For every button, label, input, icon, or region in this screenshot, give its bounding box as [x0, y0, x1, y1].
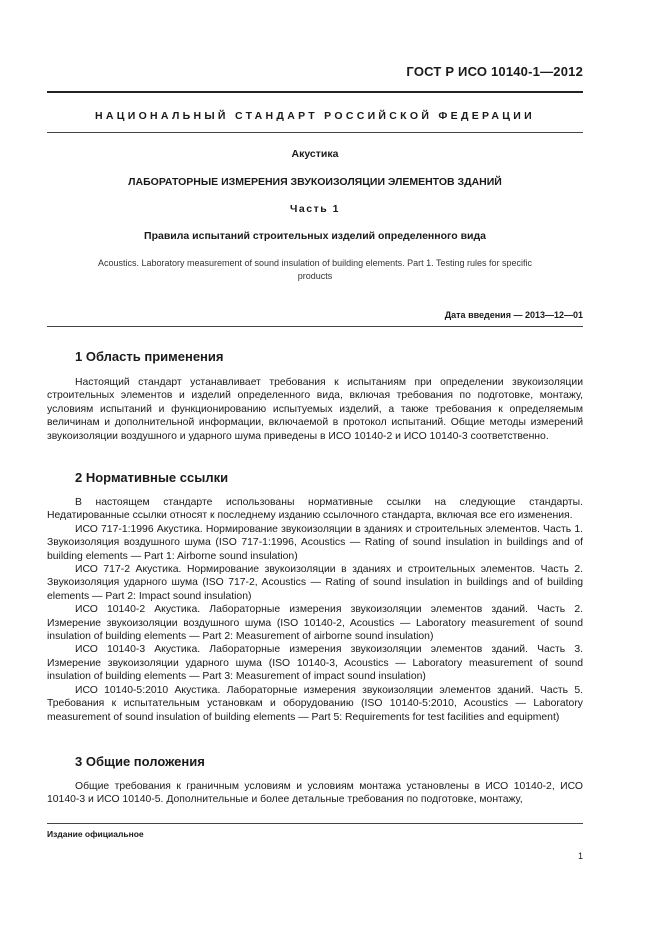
top-divider [47, 91, 583, 93]
document-subject: Акустика [291, 148, 339, 160]
reference-item: ИСО 10140-2 Акустика. Лабораторные измерения звукоизоляции элементов зданий. Часть 2. Измерение звукоизоляции воздушного шума (ISO 10140-2, Acoustics — Laboratory measurement of sound insulation of building elements — Part 2: Measurement of airborne sound insulation) [47, 604, 583, 643]
standard-number: ГОСТ Р ИСО 10140-1—2012 [406, 64, 583, 79]
paragraph: Общие требования к граничным условиям и условиям монтажа установлены в ИСО 10140-2, ИСО 10140-3 и ИСО 10140-5. Дополнительные и более детальные требования по подготовке, монтажу, [47, 781, 583, 806]
edition-label: Издание официальное [47, 829, 144, 839]
document-title: ЛАБОРАТОРНЫЕ ИЗМЕРЕНИЯ ЗВУКОИЗОЛЯЦИИ ЭЛЕМЕНТОВ ЗДАНИЙ [128, 176, 502, 188]
document-part: Часть 1 [290, 203, 340, 215]
section-heading-normative-references: 2 Нормативные ссылки [75, 470, 229, 485]
banner-divider [47, 132, 583, 133]
reference-item: ИСО 10140-5:2010 Акустика. Лабораторные измерения звукоизоляции элементов зданий. Часть 5. Требования к испытательным установкам и оборудованию (ISO 10140-5:2010, Acoustics — Laboratory measurement of sound insulation of building elements — Part 5: Requirements for test facilities and equipment) [47, 684, 583, 723]
footer-divider [47, 823, 583, 824]
paragraph: Настоящий стандарт устанавливает требования к испытаниям при определении звукоизоляции строительных элементов и изделий определенного вида, включая требования по подготовке, монтажу, условиям испытаний и функционированию испытуемых изделий, а также требования к определяемым величинам и дополнительной информации, включаемой в протокол испытаний. Общие методы измерений звукоизоляции воздушного и ударного шума приведены в ИСО 10140-2 и ИСО 10140-3 соответственно. [47, 377, 583, 442]
document-subtitle: Правила испытаний строительных изделий определенного вида [144, 230, 486, 242]
page-number: 1 [577, 851, 583, 861]
reference-item: ИСО 717-1:1996 Акустика. Нормирование звукоизоляции в зданиях и строительных элементов. Часть 1. Звукоизоляция воздушного шума (ISO 717-1:1996, Acoustics — Rating of sound insulation in buildings and of building elements — Part 1: Airborne sound insulation) [47, 523, 583, 562]
national-standard-banner: НАЦИОНАЛЬНЫЙ СТАНДАРТ РОССИЙСКОЙ ФЕДЕРАЦИИ [95, 110, 535, 122]
reference-item: ИСО 717-2 Акустика. Нормирование звукоизоляции в зданиях и строительных элементов. Часть 2. Звукоизоляция ударного шума (ISO 717-2, Acoustics — Rating of sound insulation in buildings and of building elements — Part 2: Impact sound insulation) [47, 564, 583, 602]
reference-item: ИСО 10140-3 Акустика. Лабораторные измерения звукоизоляции элементов зданий. Часть 3. Измерение звукоизоляции ударного шума (ISO 10140-3, Acoustics — Laboratory measurement of sound insulation of building elements — Part 3: Measurement of impact sound insulation) [47, 644, 583, 683]
section-heading-scope: 1 Область применения [75, 349, 224, 364]
date-divider [47, 326, 583, 327]
english-title: Acoustics. Laboratory measurement of sound insulation of building elements. Part 1. Testing rules for specific products [97, 258, 533, 281]
introduction-date: Дата введения — 2013—12—01 [444, 310, 583, 320]
paragraph: В настоящем стандарте использованы нормативные ссылки на следующие стандарты. Недатированные ссылки относят к последнему изданию ссылочного стандарта, включая все его изменения. [47, 497, 583, 522]
section-body-general [47, 780, 583, 807]
section-heading-general: 3 Общие положения [75, 754, 205, 769]
section-body-scope [47, 376, 583, 443]
section-body-normative-references [47, 496, 583, 724]
